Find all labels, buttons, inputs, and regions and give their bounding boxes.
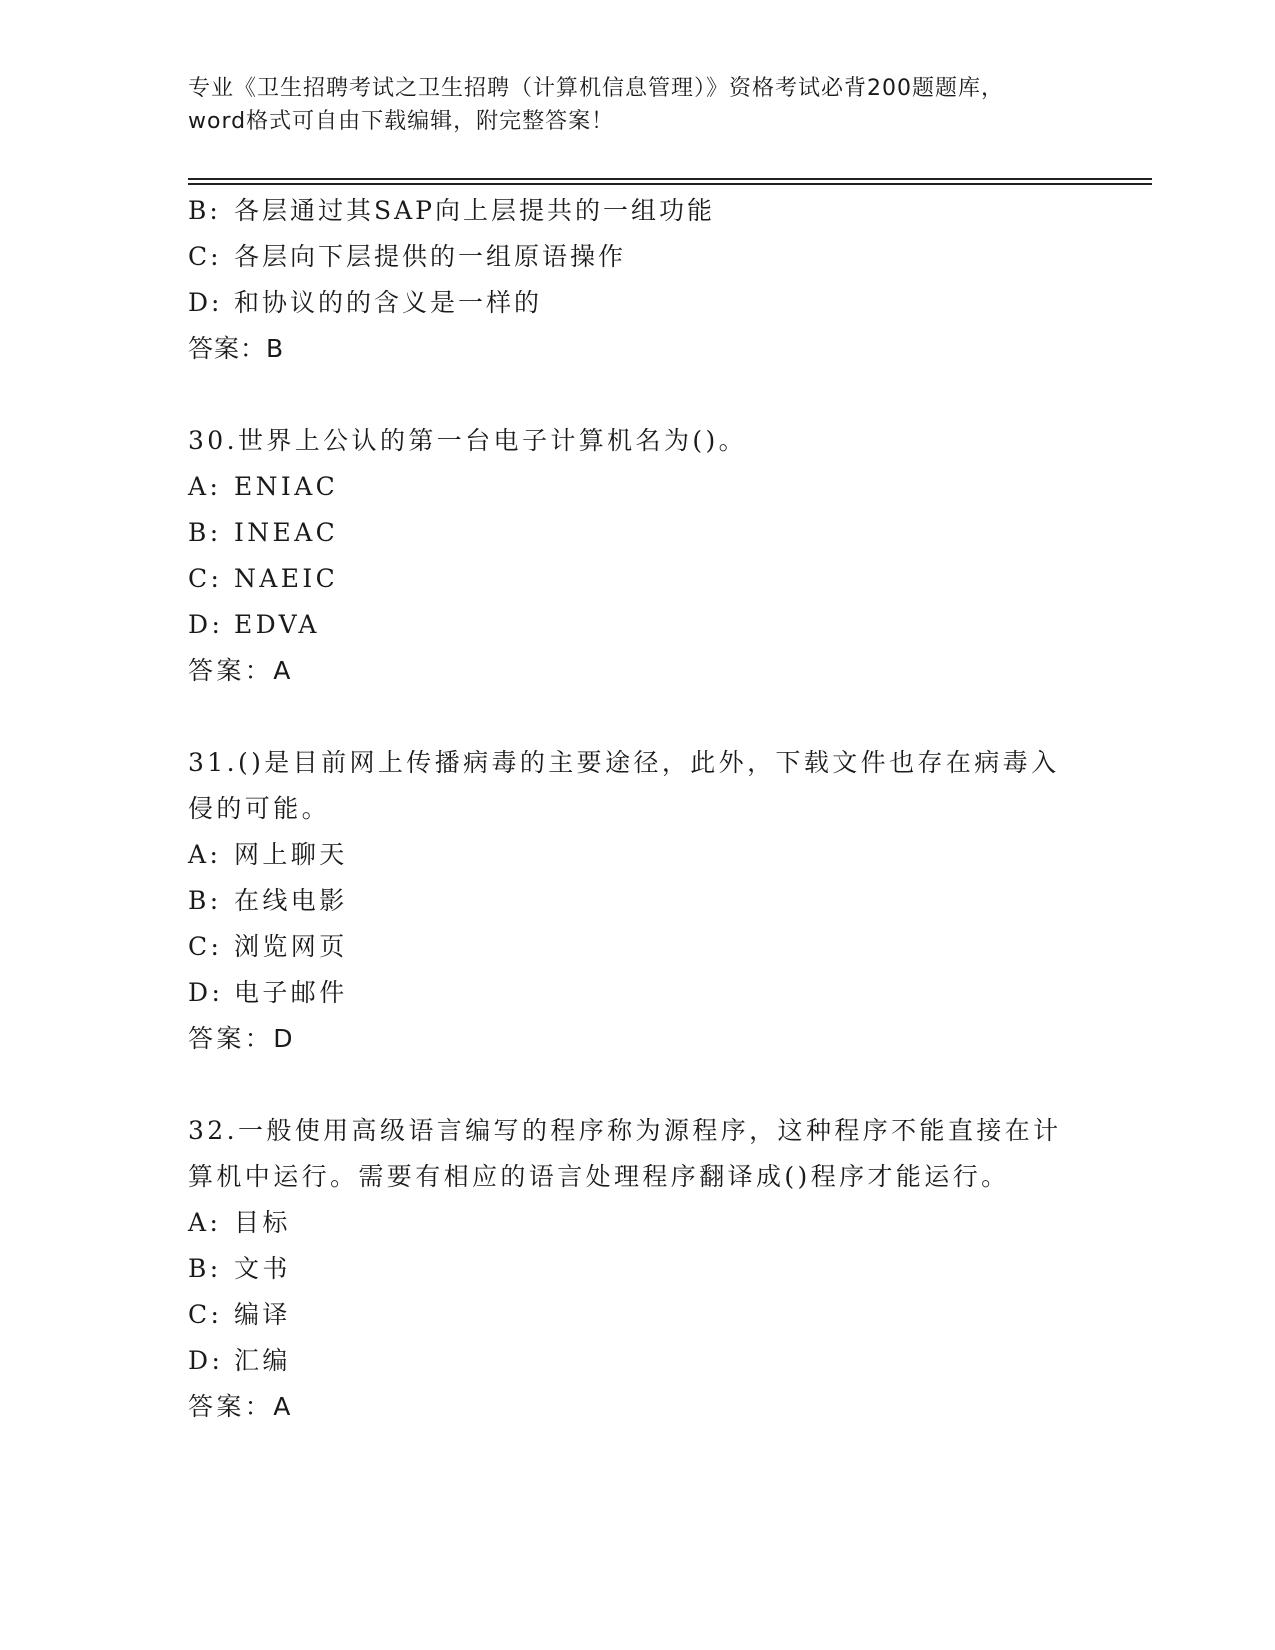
- question-stem-continued: 算机中运行。需要有相应的语言处理程序翻译成()程序才能运行。: [188, 1162, 1010, 1191]
- header-title-line-1: 专业《卫生招聘考试之卫生招聘（计算机信息管理）》资格考试必背200题题库，: [188, 76, 1004, 101]
- option-text: 在线电影: [234, 886, 348, 915]
- question-block-30: [188, 418, 1088, 694]
- option-text: 网上聊天: [234, 840, 348, 869]
- question-stem-continued: 侵的可能。: [188, 794, 331, 823]
- option-c: [188, 924, 1088, 970]
- spacer: [188, 694, 1088, 740]
- answer-line: 答案：B: [188, 334, 285, 363]
- option-b: [188, 510, 1088, 556]
- option-letter: B:: [188, 518, 222, 547]
- question-stem: 31.()是目前网上传播病毒的主要途径，此外，下载文件也存在病毒入: [188, 748, 1060, 777]
- option-letter: A:: [188, 472, 222, 501]
- question-block-31: [188, 740, 1088, 1062]
- option-b: [188, 878, 1088, 924]
- option-text: ENIAC: [234, 472, 339, 501]
- header-divider-top: [188, 178, 1152, 180]
- option-letter: C:: [188, 242, 222, 271]
- option-letter: C:: [188, 564, 223, 593]
- question-block-32: [188, 1108, 1088, 1430]
- option-text: EDVA: [234, 610, 320, 639]
- option-a: [188, 464, 1088, 510]
- option-letter: B:: [188, 1254, 222, 1283]
- option-text: 和协议的的含义是一样的: [234, 288, 543, 317]
- option-text: INEAC: [234, 518, 339, 547]
- option-letter: C:: [188, 1300, 223, 1329]
- option-letter: B:: [188, 886, 222, 915]
- header-title-line-2: word格式可自由下载编辑，附完整答案！: [188, 109, 615, 134]
- option-letter: C:: [188, 932, 223, 961]
- option-text: 编译: [234, 1300, 291, 1329]
- option-d: [188, 1338, 1088, 1384]
- option-letter: D:: [188, 1346, 224, 1375]
- header-divider-bottom: [188, 183, 1152, 185]
- option-a: [188, 832, 1088, 878]
- option-c: [188, 1292, 1088, 1338]
- option-text: 文书: [234, 1254, 291, 1283]
- option-letter: A:: [188, 1208, 222, 1237]
- option-text: NAEIC: [234, 564, 339, 593]
- option-text: 汇编: [234, 1346, 291, 1375]
- spacer: [188, 1062, 1088, 1108]
- question-block-partial: [188, 188, 1088, 372]
- question-stem: 32.一般使用高级语言编写的程序称为源程序，这种程序不能直接在计: [188, 1116, 1062, 1145]
- answer-line: 答案：A: [188, 656, 294, 685]
- option-text: 目标: [234, 1208, 291, 1237]
- option-text: 各层向下层提供的一组原语操作: [234, 242, 627, 271]
- option-a: [188, 1200, 1088, 1246]
- option-text: 电子邮件: [234, 978, 348, 1007]
- option-letter: D:: [188, 978, 224, 1007]
- option-b: [188, 1246, 1088, 1292]
- option-d: [188, 280, 1088, 326]
- option-c: [188, 234, 1088, 280]
- option-text: 浏览网页: [234, 932, 348, 961]
- option-d: [188, 970, 1088, 1016]
- option-letter: B:: [188, 196, 221, 225]
- question-list: [188, 188, 1088, 1430]
- option-d: [188, 602, 1088, 648]
- option-text: 各层通过其SAP向上层提共的一组功能: [234, 196, 716, 225]
- spacer: [188, 372, 1088, 418]
- option-letter: D:: [188, 288, 223, 317]
- option-b: [188, 188, 1088, 234]
- answer-line: 答案：D: [188, 1024, 296, 1053]
- answer-line: 答案：A: [188, 1392, 294, 1421]
- question-stem: 30.世界上公认的第一台电子计算机名为()。: [188, 426, 748, 455]
- option-letter: D:: [188, 610, 224, 639]
- option-c: [188, 556, 1088, 602]
- document-header: [188, 72, 1088, 138]
- option-letter: A:: [188, 840, 222, 869]
